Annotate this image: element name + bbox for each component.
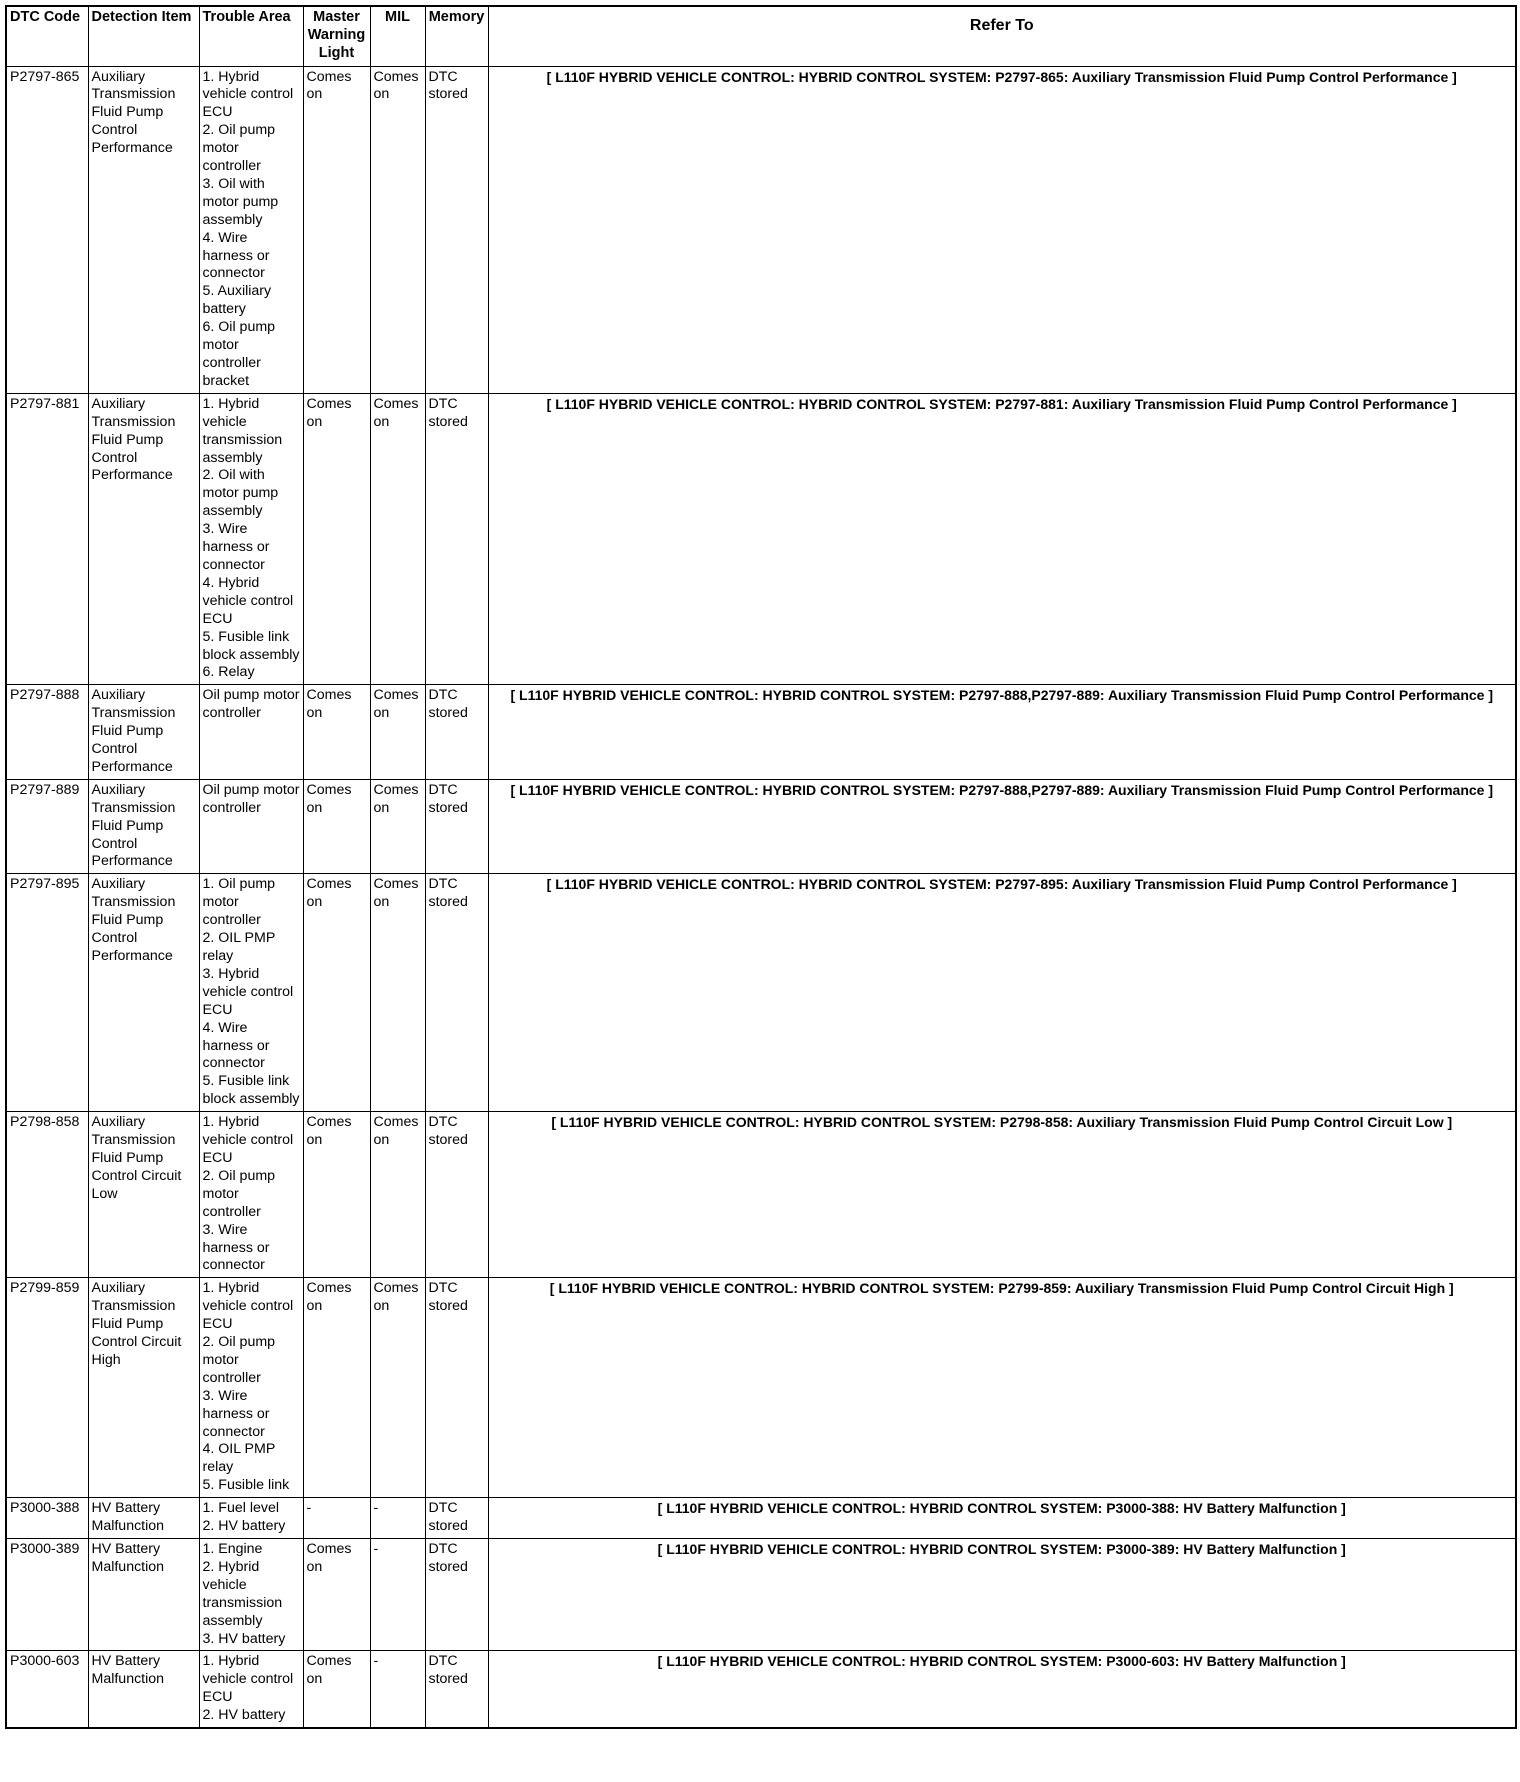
dtc-table bbox=[5, 5, 1517, 1729]
mil-cell: - bbox=[370, 1651, 425, 1728]
trouble-area-item: 2. Oil with motor pump assembly bbox=[202, 467, 279, 520]
detection-item-cell: Auxiliary Transmission Fluid Pump Control Circuit High bbox=[88, 1278, 199, 1498]
memory-cell: DTC stored bbox=[425, 685, 488, 780]
dtc-code-cell: P3000-388 bbox=[6, 1498, 88, 1539]
trouble-area-item: 2. HV battery bbox=[202, 1707, 286, 1724]
master-warning-light-cell: Comes on bbox=[303, 1112, 370, 1278]
trouble-area-item: 3. Wire harness or connector bbox=[202, 521, 270, 573]
trouble-area-item: 4. Wire harness or connector bbox=[202, 1019, 270, 1072]
trouble-area-item: 1. Hybrid vehicle transmission assembly bbox=[202, 395, 283, 466]
master-warning-light-cell: Comes on bbox=[303, 66, 370, 393]
detection-item-cell: Auxiliary Transmission Fluid Pump Control Performance bbox=[88, 685, 199, 780]
header-memory: Memory bbox=[425, 6, 488, 66]
trouble-area-cell bbox=[199, 1539, 303, 1651]
trouble-area-item: 1. Hybrid vehicle control ECU bbox=[202, 1653, 294, 1706]
detection-item-cell: Auxiliary Transmission Fluid Pump Control Performance bbox=[88, 779, 199, 874]
header-trouble-area: Trouble Area bbox=[199, 6, 303, 66]
trouble-area-item: 1. Oil pump motor controller bbox=[202, 876, 276, 929]
table-row bbox=[6, 1651, 1516, 1728]
trouble-area-cell bbox=[199, 1278, 303, 1498]
detection-item-cell: HV Battery Malfunction bbox=[88, 1498, 199, 1539]
master-warning-light-cell: Comes on bbox=[303, 874, 370, 1112]
memory-cell: DTC stored bbox=[425, 1112, 488, 1278]
table-row bbox=[6, 1539, 1516, 1651]
mil-cell: Comes on bbox=[370, 1278, 425, 1498]
trouble-area-item: 5. Fusible link bbox=[202, 1477, 290, 1494]
table-row bbox=[6, 874, 1516, 1112]
table-row bbox=[6, 779, 1516, 874]
dtc-code-cell: P2797-889 bbox=[6, 779, 88, 874]
detection-item-cell: Auxiliary Transmission Fluid Pump Control Circuit Low bbox=[88, 1112, 199, 1278]
master-warning-light-cell: Comes on bbox=[303, 685, 370, 780]
table-row bbox=[6, 1112, 1516, 1278]
mil-cell: Comes on bbox=[370, 66, 425, 393]
refer-to-link[interactable]: [ L110F HYBRID VEHICLE CONTROL: HYBRID CONTROL SYSTEM: P3000-603: HV Battery Malfunction ] bbox=[488, 1651, 1516, 1728]
trouble-area-item: 2. OIL PMP relay bbox=[202, 930, 276, 964]
refer-to-link[interactable]: [ L110F HYBRID VEHICLE CONTROL: HYBRID CONTROL SYSTEM: P2797-881: Auxiliary Transmission Fluid Pump Control Performance ] bbox=[488, 393, 1516, 685]
header-mil: MIL bbox=[370, 6, 425, 66]
table-row bbox=[6, 1498, 1516, 1539]
dtc-code-cell: P2797-895 bbox=[6, 874, 88, 1112]
refer-to-link[interactable]: [ L110F HYBRID VEHICLE CONTROL: HYBRID CONTROL SYSTEM: P2797-865: Auxiliary Transmission Fluid Pump Control Performance ] bbox=[488, 66, 1516, 393]
dtc-code-cell: P2797-888 bbox=[6, 685, 88, 780]
trouble-area-item: 4. Hybrid vehicle control ECU bbox=[202, 574, 294, 627]
trouble-area-item: Oil pump motor controller bbox=[202, 781, 300, 816]
dtc-table-page bbox=[5, 5, 1515, 1729]
memory-cell: DTC stored bbox=[425, 1651, 488, 1728]
refer-to-link[interactable]: [ L110F HYBRID VEHICLE CONTROL: HYBRID CONTROL SYSTEM: P2797-888,P2797-889: Auxiliary Transmission Fluid Pump Control Performance ] bbox=[488, 779, 1516, 874]
trouble-area-item: 4. OIL PMP relay bbox=[202, 1441, 276, 1476]
trouble-area-item: 5. Fusible link block assembly bbox=[202, 628, 300, 663]
dtc-code-cell: P3000-603 bbox=[6, 1651, 88, 1728]
trouble-area-item: 6. Oil pump motor controller bracket bbox=[202, 319, 276, 389]
mil-cell: - bbox=[370, 1539, 425, 1651]
trouble-area-item: 3. Wire harness or connector bbox=[202, 1221, 270, 1274]
detection-item-cell: Auxiliary Transmission Fluid Pump Control Performance bbox=[88, 393, 199, 685]
refer-to-link[interactable]: [ L110F HYBRID VEHICLE CONTROL: HYBRID CONTROL SYSTEM: P2799-859: Auxiliary Transmission Fluid Pump Control Circuit High ] bbox=[488, 1278, 1516, 1498]
memory-cell: DTC stored bbox=[425, 1539, 488, 1651]
master-warning-light-cell: - bbox=[303, 1498, 370, 1539]
trouble-area-item: 6. Relay bbox=[202, 664, 255, 681]
header-dtc-code: DTC Code bbox=[6, 6, 88, 66]
trouble-area-item: 3. HV battery bbox=[202, 1630, 286, 1647]
dtc-code-cell: P2797-881 bbox=[6, 393, 88, 685]
table-row bbox=[6, 1278, 1516, 1498]
trouble-area-cell bbox=[199, 1651, 303, 1728]
trouble-area-item: Oil pump motor controller bbox=[202, 687, 300, 722]
master-warning-light-cell: Comes on bbox=[303, 1278, 370, 1498]
table-row bbox=[6, 66, 1516, 393]
mil-cell: Comes on bbox=[370, 685, 425, 780]
mil-cell: Comes on bbox=[370, 874, 425, 1112]
table-row bbox=[6, 685, 1516, 780]
mil-cell: Comes on bbox=[370, 1112, 425, 1278]
trouble-area-item: 4. Wire harness or connector bbox=[202, 229, 270, 282]
trouble-area-item: 1. Hybrid vehicle control ECU bbox=[202, 68, 294, 121]
dtc-code-cell: P2799-859 bbox=[6, 1278, 88, 1498]
trouble-area-cell bbox=[199, 685, 303, 780]
trouble-area-item: 2. Oil pump motor controller bbox=[202, 1167, 276, 1220]
master-warning-light-cell: Comes on bbox=[303, 779, 370, 874]
master-warning-light-cell: Comes on bbox=[303, 1651, 370, 1728]
header-detection-item: Detection Item bbox=[88, 6, 199, 66]
header-master-warning-light: Master Warning Light bbox=[303, 6, 370, 66]
mil-cell: Comes on bbox=[370, 393, 425, 685]
table-body bbox=[6, 66, 1516, 1728]
trouble-area-item: 1. Fuel level bbox=[202, 1500, 279, 1517]
mil-cell: Comes on bbox=[370, 779, 425, 874]
trouble-area-cell bbox=[199, 779, 303, 874]
memory-cell: DTC stored bbox=[425, 1498, 488, 1539]
memory-cell: DTC stored bbox=[425, 874, 488, 1112]
mil-cell: - bbox=[370, 1498, 425, 1539]
detection-item-cell: HV Battery Malfunction bbox=[88, 1539, 199, 1651]
trouble-area-item: 3. Wire harness or connector bbox=[202, 1387, 270, 1440]
refer-to-link[interactable]: [ L110F HYBRID VEHICLE CONTROL: HYBRID CONTROL SYSTEM: P3000-388: HV Battery Malfunction ] bbox=[488, 1498, 1516, 1539]
memory-cell: DTC stored bbox=[425, 779, 488, 874]
trouble-area-item: 1. Hybrid vehicle control ECU bbox=[202, 1280, 294, 1333]
trouble-area-item: 3. Hybrid vehicle control ECU bbox=[202, 965, 294, 1018]
trouble-area-cell bbox=[199, 66, 303, 393]
refer-to-link[interactable]: [ L110F HYBRID VEHICLE CONTROL: HYBRID CONTROL SYSTEM: P3000-389: HV Battery Malfunction ] bbox=[488, 1539, 1516, 1651]
table-header-row bbox=[6, 6, 1516, 66]
dtc-code-cell: P2797-865 bbox=[6, 66, 88, 393]
dtc-code-cell: P3000-389 bbox=[6, 1539, 88, 1651]
trouble-area-item: 2. Oil pump motor controller bbox=[202, 122, 276, 175]
memory-cell: DTC stored bbox=[425, 393, 488, 685]
trouble-area-item: 2. Oil pump motor controller bbox=[202, 1334, 276, 1386]
master-warning-light-cell: Comes on bbox=[303, 393, 370, 685]
refer-to-link[interactable]: [ L110F HYBRID VEHICLE CONTROL: HYBRID CONTROL SYSTEM: P2798-858: Auxiliary Transmission Fluid Pump Control Circuit Low ] bbox=[488, 1112, 1516, 1278]
trouble-area-cell bbox=[199, 1112, 303, 1278]
detection-item-cell: Auxiliary Transmission Fluid Pump Control Performance bbox=[88, 66, 199, 393]
master-warning-light-cell: Comes on bbox=[303, 1539, 370, 1651]
trouble-area-item: 5. Fusible link block assembly bbox=[202, 1073, 300, 1108]
trouble-area-item: 1. Hybrid vehicle control ECU bbox=[202, 1114, 294, 1166]
trouble-area-cell bbox=[199, 1498, 303, 1539]
refer-to-link[interactable]: [ L110F HYBRID VEHICLE CONTROL: HYBRID CONTROL SYSTEM: P2797-895: Auxiliary Transmission Fluid Pump Control Performance ] bbox=[488, 874, 1516, 1112]
trouble-area-item: 2. Hybrid vehicle transmission assembly bbox=[202, 1558, 283, 1629]
trouble-area-item: 1. Engine bbox=[202, 1541, 263, 1557]
header-refer-to: Refer To bbox=[488, 6, 1516, 66]
trouble-area-item: 5. Auxiliary battery bbox=[202, 283, 272, 318]
trouble-area-cell bbox=[199, 874, 303, 1112]
memory-cell: DTC stored bbox=[425, 1278, 488, 1498]
dtc-code-cell: P2798-858 bbox=[6, 1112, 88, 1278]
refer-to-link[interactable]: [ L110F HYBRID VEHICLE CONTROL: HYBRID CONTROL SYSTEM: P2797-888,P2797-889: Auxiliary Transmission Fluid Pump Control Performance ] bbox=[488, 685, 1516, 780]
table-row bbox=[6, 393, 1516, 685]
trouble-area-item: 2. HV battery bbox=[202, 1518, 286, 1535]
memory-cell: DTC stored bbox=[425, 66, 488, 393]
detection-item-cell: Auxiliary Transmission Fluid Pump Control Performance bbox=[88, 874, 199, 1112]
trouble-area-cell bbox=[199, 393, 303, 685]
trouble-area-item: 3. Oil with motor pump assembly bbox=[202, 175, 279, 228]
detection-item-cell: HV Battery Malfunction bbox=[88, 1651, 199, 1728]
